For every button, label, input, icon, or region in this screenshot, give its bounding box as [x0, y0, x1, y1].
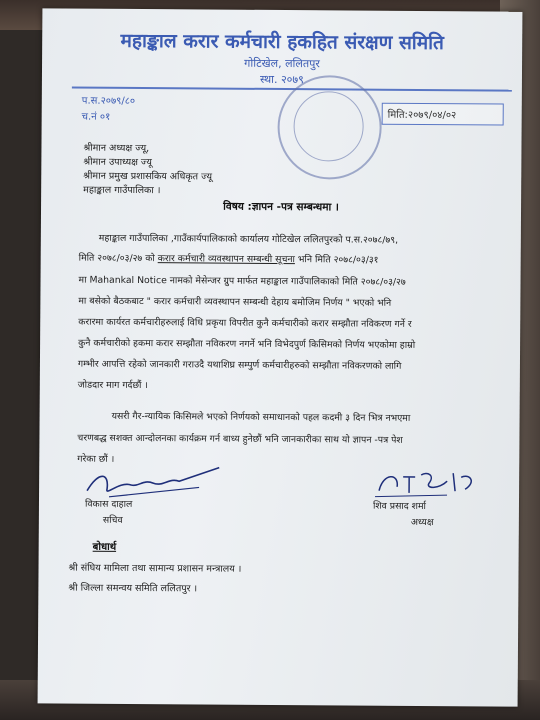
letterhead-title: महाङ्काल करार कर्मचारी हकहित संरक्षण समिति [120, 29, 444, 55]
letterhead-location: गोटिखेल, ललितपुर [244, 56, 320, 71]
chairperson-name: शिव प्रसाद शर्मा [372, 500, 427, 513]
addressee-line: श्रीमान प्रमुख प्रशासकिय अधिकृत ज्यू [83, 170, 213, 183]
ref-number: प.स.२०७९/८० [81, 95, 136, 107]
secretary-role: सचिव [102, 514, 123, 526]
addressee-line: महाङ्काल गाउँपालिका । [83, 184, 161, 197]
body-text: भनि मिति २०७८/०३/३१ [294, 254, 379, 266]
body-text: मिति २०७८/०३/२७ को [78, 252, 158, 265]
cc-recipient: श्री संघिय मामिला तथा सामान्य प्रशासन मन्त्रालय । [68, 562, 242, 575]
body-line: गम्भीर आपत्ति रहेको जानकारी गराउदै यथाशिघ्र सम्पुर्ण कर्मचारीहरुको सम्झौता नविकरणको लागि [77, 358, 402, 372]
body-line: चरणबद्ध सशक्त आन्दोलनका कार्यक्रम गर्न बाध्य हुनेछौं भनि जानकारीका साथ यो ज्ञापन -पत्र पेश [77, 432, 403, 446]
letter-paper [38, 8, 523, 706]
body-line: करारमा कार्यरत कर्मचारीहरुलाई विधि प्रकृया विपरीत कुनै कर्मचारीको करार सम्झौता नविकरण गर्ने र [78, 316, 412, 330]
body-line [79, 251, 379, 266]
addressee-line: श्रीमान अध्यक्ष ज्यू, [83, 142, 150, 155]
body-line: कुनै कर्मचारीको हकमा करार सम्झौता नविकरण नगर्ने भनि विभेदपुर्ण किसिमको निर्णय भएकोमा हाम्रो [78, 337, 416, 351]
body-line: मा बसेको बैठकबाट " करार कर्मचारी व्यवस्थापन सम्बन्धी देहाय बमोजिम निर्णय " भएको भनि [78, 295, 392, 309]
office-stamp-inner-ring [293, 91, 363, 161]
body-line: मा Mahankal Notice नामको मेसेन्जर ग्रुप मार्फत महाङ्काल गाउँपालिकाको मिति २०७८/०३/२७ [78, 274, 406, 288]
letter-subject: विषय :ज्ञापन -पत्र सम्बन्धमा । [223, 200, 339, 214]
dispatch-number: च.नं ०१ [81, 111, 111, 123]
cc-recipient: श्री जिल्ला समन्वय समिति ललितपुर । [68, 582, 198, 595]
body-line: गरेका छौं । [77, 453, 115, 465]
cc-heading: बोधार्थ [92, 541, 117, 553]
chairperson-signature [369, 463, 489, 504]
body-line: यसरी गैर-न्यायिक किसिमले भएको निर्णयको समाधानको पहल कदमी ३ दिन भित्र नभएमा [111, 410, 411, 424]
body-line: महाङ्काल गाउँपालिका ,गाउँकार्यपालिकाको कार्यालय गोटिखेल ललितपुरको प.स.२०७८/७९, [98, 232, 399, 246]
addressee-line: श्रीमान उपाध्यक्ष ज्यू [83, 156, 152, 169]
notice-title-underlined: करार कर्मचारी व्यवस्थापन सम्बन्धी सूचना [157, 253, 295, 266]
letterhead-established: स्था. २०७९ [259, 72, 304, 87]
chairperson-role: अध्यक्ष [410, 516, 434, 529]
body-line: जोडदार माग गर्दछौं । [77, 379, 148, 392]
letter-date: मिति:२०७९/०४/०२ [387, 109, 457, 122]
secretary-name: विकास दाहाल [84, 498, 133, 510]
office-stamp [277, 75, 382, 180]
